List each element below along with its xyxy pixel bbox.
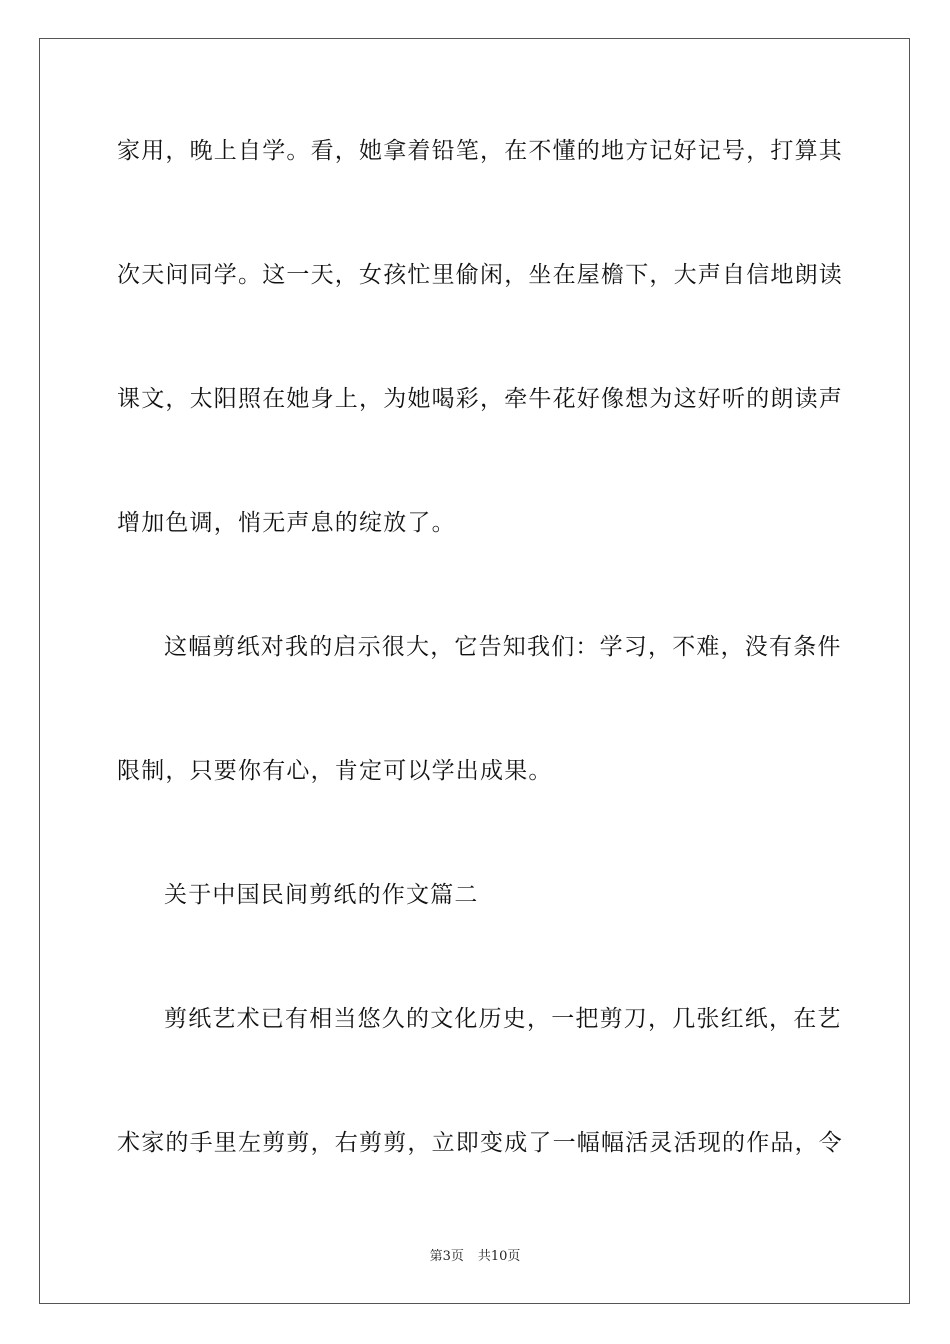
paragraph-line: 课文，太阳照在她身上，为她喝彩，牵牛花好像想为这好听的朗读声: [117, 386, 843, 412]
paragraph-line: 这幅剪纸对我的启示很大，它告知我们：学习，不难，没有条件: [164, 634, 842, 660]
page-number: 第3页: [429, 1249, 464, 1264]
section-heading: 关于中国民间剪纸的作文篇二: [164, 882, 479, 908]
page-footer: [0, 1248, 950, 1266]
paragraph-line: 增加色调，悄无声息的绽放了。: [117, 510, 456, 536]
paragraph-line: 术家的手里左剪剪，右剪剪，立即变成了一幅幅活灵活现的作品，令: [117, 1130, 843, 1156]
paragraph-line: 次天问同学。这一天，女孩忙里偷闲，坐在屋檐下，大声自信地朗读: [117, 262, 843, 288]
page-total: 共10页: [477, 1249, 521, 1264]
paragraph-line: 家用，晚上自学。看，她拿着铅笔，在不懂的地方记好记号，打算其: [117, 138, 843, 164]
page-border: [39, 38, 910, 1304]
paragraph-line: 剪纸艺术已有相当悠久的文化历史，一把剪刀，几张红纸，在艺: [164, 1006, 842, 1032]
paragraph-line: 限制，只要你有心，肯定可以学出成果。: [117, 758, 553, 784]
